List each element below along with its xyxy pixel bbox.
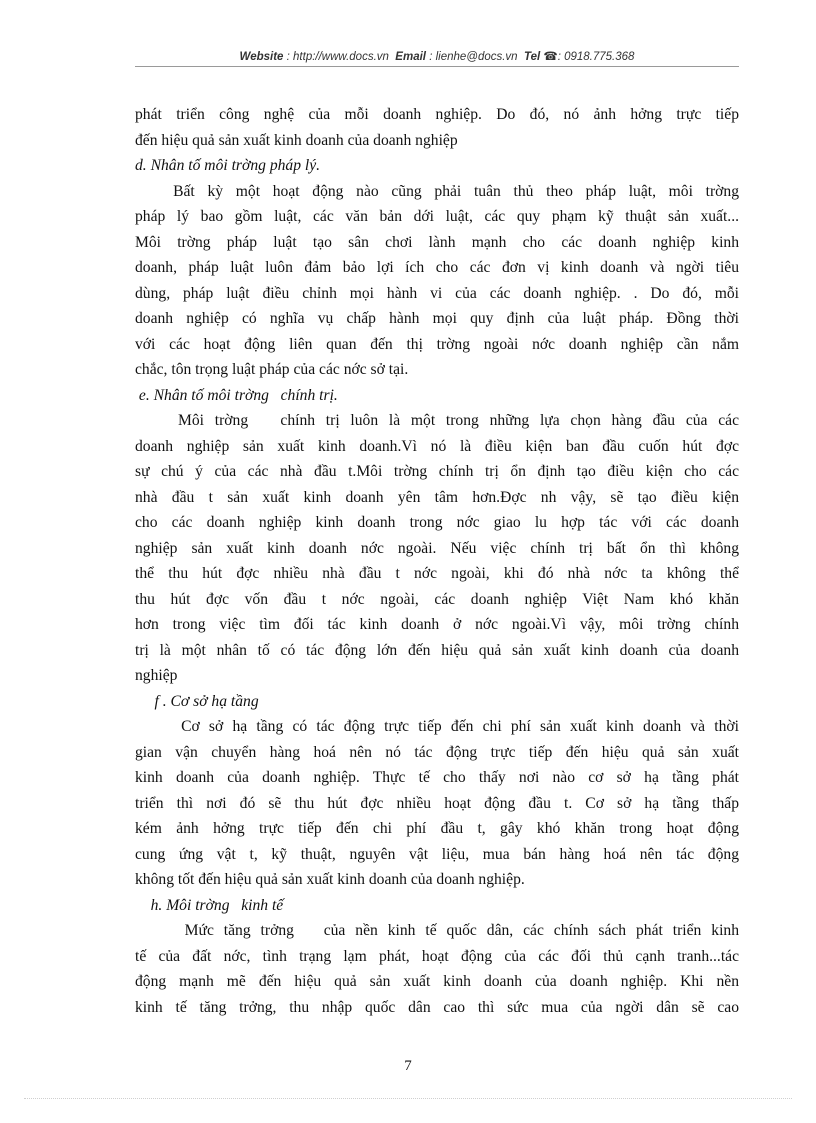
text-line: đến hiệu quả sản xuất kinh doanh của doanh nghiệp [135, 131, 458, 149]
text-line: tế của đất nớc, tình trạng lạm phát, hoạt động của các đối thủ cạnh tranh...tác [135, 947, 739, 965]
section-heading: d. Nhân tố môi trờng pháp lý. [135, 157, 321, 174]
text-line: chắc, tôn trọng luật pháp của các nớc sở tại. [135, 361, 409, 378]
text-line: dùng, pháp luật điều chỉnh mọi hành vi của các doanh nghiệp. . Do đó, mỗi [135, 284, 739, 302]
tel-value: : 0918.775.368 [557, 51, 635, 63]
text-line: kém ảnh hởng trực tiếp đến chi phí đầu t, gây khó khăn trong hoạt động [135, 820, 739, 837]
text-line: thể thu hút đợc nhiều nhà đầu t nớc ngoài, khi đó nhà nớc ta không thể [135, 565, 739, 582]
email-label: Email [395, 51, 426, 63]
text-line: Bất kỳ một hoạt động nào cũng phải tuân thủ theo pháp luật, môi trờng [135, 182, 739, 200]
text-line: trị là một nhân tố có tác động lớn đến hiệu quả sản xuất kinh doanh của doanh [135, 641, 739, 659]
section-heading: e. Nhân tố môi trờng chính trị. [135, 386, 338, 404]
text-line: triển thì nơi đó sẽ thu hút đợc nhiều hoạt động đầu t. Cơ sở hạ tầng thấp [135, 794, 739, 812]
page-header [135, 49, 739, 63]
text-line: Mức tăng trởng của nền kinh tế quốc dân, các chính sách phát triển kinh [135, 922, 739, 939]
section-heading: h. Môi trờng kinh tế [135, 896, 284, 914]
text-line: Cơ sở hạ tầng có tác động trực tiếp đến chi phí sản xuất kinh doanh và thời [135, 718, 739, 735]
phone-icon: ☎ [543, 51, 558, 63]
text-line: thu hút đợc vốn đầu t nớc ngoài, các doanh nghiệp Việt Nam khó khăn [135, 590, 739, 608]
text-line: nhà đầu t sản xuất kinh doanh yên tâm hơn.Đợc nh vậy, sẽ tạo điều kiện [135, 488, 739, 506]
text-line: sự chú ý của các nhà đầu t.Môi trờng chính trị ổn định tạo điều kiện cho các [135, 463, 739, 480]
text-line: gian vận chuyển hàng hoá nên nó tác động trực tiếp đến hiệu quả sản xuất [135, 743, 739, 761]
page-number: 7 [404, 1058, 412, 1074]
text-line: hơn trong việc tìm đối tác kinh doanh ở nớc ngoài.Vì vậy, môi trờng chính [135, 616, 739, 633]
text-line: doanh nghiệp có nghĩa vụ chấp hành mọi quy định của luật pháp. Đồng thời [135, 310, 739, 327]
text-line: doanh nghiệp sản xuất kinh doanh.Vì nó là điều kiện ban đầu cuốn hút đợc [135, 437, 739, 455]
text-line: cho các doanh nghiệp kinh doanh trong nớc giao lu hợp tác với các doanh [135, 514, 739, 531]
text-line: động mạnh mẽ đến hiệu quả sản xuất kinh doanh của doanh nghiệp. Khi nền [135, 973, 739, 990]
header-divider [135, 66, 739, 67]
text-line: Môi trờng chính trị luôn là một trong những lựa chọn hàng đầu của các [135, 412, 739, 429]
website-value: : http://www.docs.vn [286, 51, 389, 63]
text-line: cung ứng vật t, kỹ thuật, nguyên vật liệu, mua bán hàng hoá nên tác động [135, 845, 739, 863]
footer-divider [24, 1098, 792, 1099]
text-line: phát triển công nghệ của mỗi doanh nghiệp. Do đó, nó ảnh hởng trực tiếp [135, 106, 739, 123]
document-body [135, 102, 739, 1020]
text-line: không tốt đến hiệu quả sản xuất kinh doanh của doanh nghiệp. [135, 871, 525, 888]
text-line: kinh doanh của doanh nghiệp. Thực tế cho thấy nơi nào cơ sở hạ tầng phát [135, 769, 739, 786]
text-line: kinh tế tăng trởng, thu nhập quốc dân cao thì sức mua của ngời dân sẽ cao [135, 998, 739, 1016]
text-line: doanh, pháp luật luôn đảm bảo lợi ích cho các đơn vị kinh doanh và ngời tiêu [135, 259, 739, 276]
text-line: nghiệp sản xuất kinh doanh nớc ngoài. Nếu việc chính trị bất ổn thì không [135, 539, 739, 557]
text-line: Môi trờng pháp luật tạo sân chơi lành mạnh cho các doanh nghiệp kinh [135, 233, 739, 251]
section-heading: f . Cơ sở hạ tầng [135, 692, 259, 710]
tel-label: Tel [523, 51, 541, 63]
text-line: với các hoạt động liên quan đến thị trờng ngoài nớc doanh nghiệp cần nắm [135, 335, 739, 353]
text-line: pháp lý bao gồm luật, các văn bản dới luật, các quy phạm kỹ thuật sản xuất... [135, 208, 739, 225]
text-line: nghiệp [135, 667, 178, 684]
email-value: : lienhe@docs.vn [429, 51, 518, 63]
website-label: Website [239, 51, 284, 63]
